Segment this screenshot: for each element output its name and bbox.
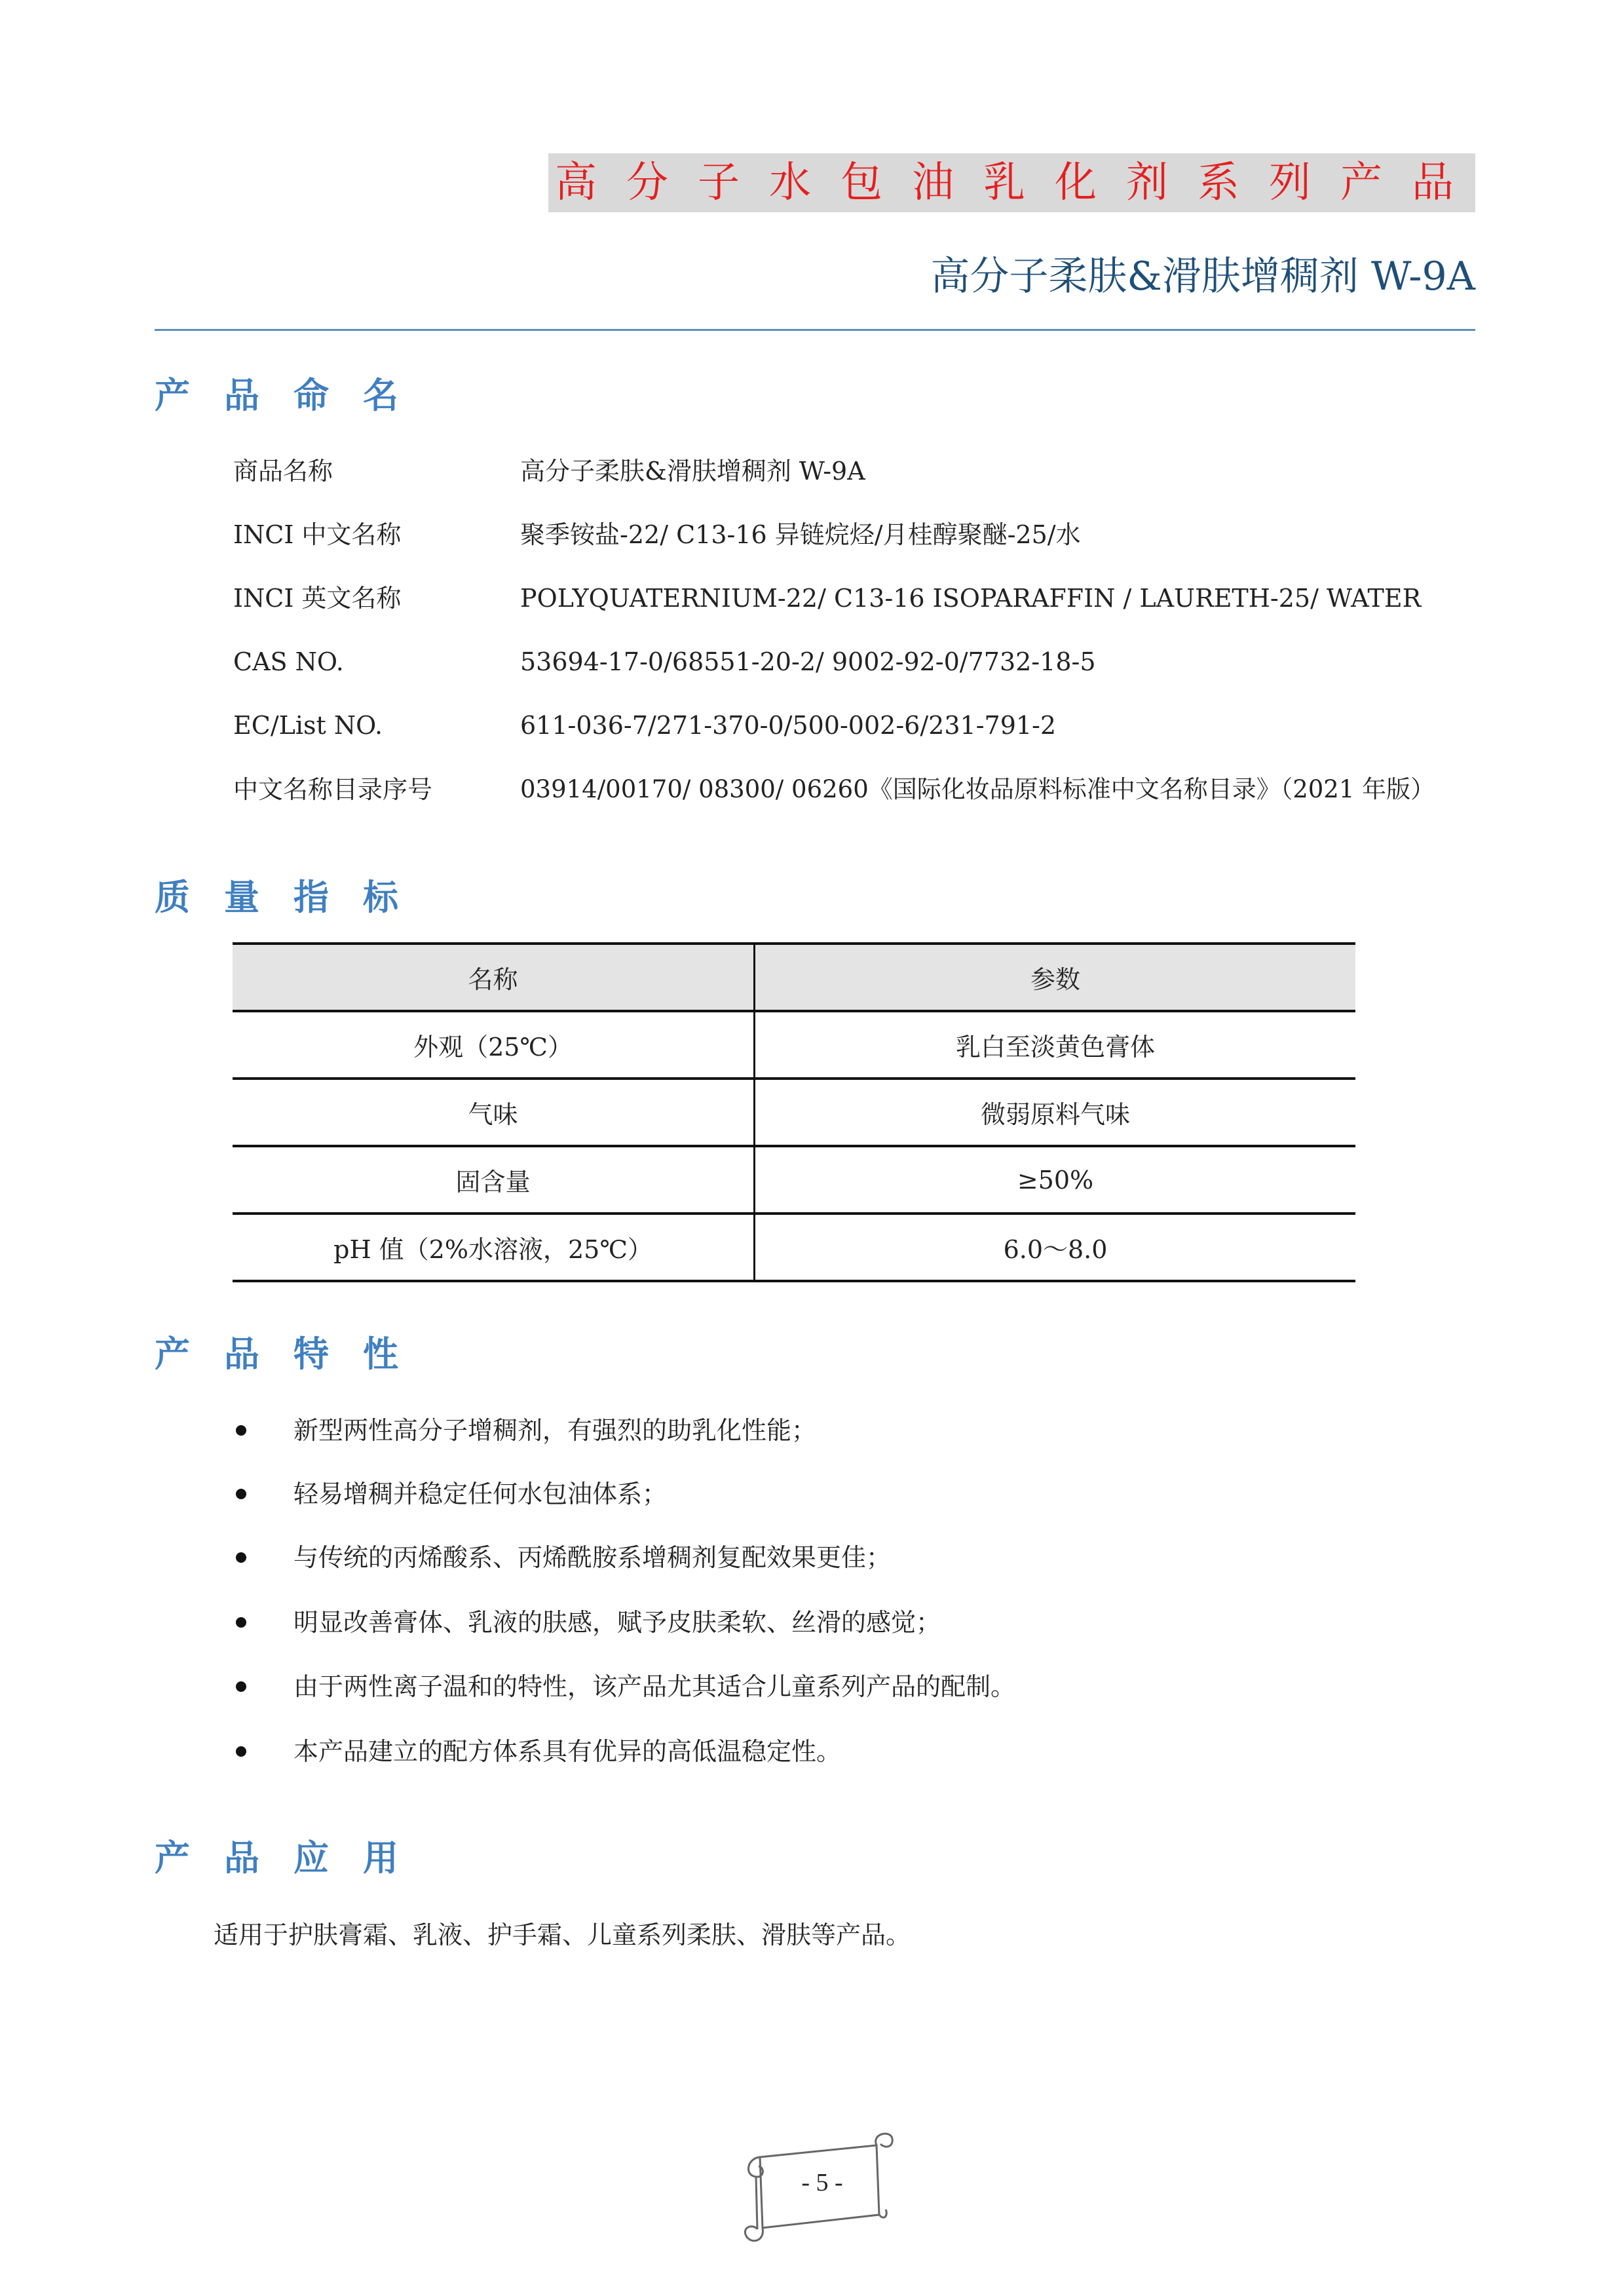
bullet-icon <box>236 1489 246 1499</box>
naming-label: INCI 中文名称 <box>233 520 402 549</box>
spec-param-cell: 微弱原料气味 <box>755 1079 1356 1146</box>
column-header-param: 参数 <box>755 944 1356 1011</box>
bullet-icon <box>236 1617 246 1628</box>
feature-text: 明显改善膏体、乳液的肤感，赋予皮肤柔软、丝滑的感觉； <box>293 1608 941 1637</box>
table-header-row <box>233 944 1355 1011</box>
feature-text: 新型两性高分子增稠剂，有强烈的助乳化性能； <box>293 1416 817 1445</box>
section-heading-application: 产品应用 <box>155 1837 432 1879</box>
product-title: 高分子柔肤&滑肤增稠剂 W-9A <box>930 254 1475 299</box>
feature-text: 轻易增稠并稳定任何水包油体系； <box>293 1480 668 1508</box>
feature-text: 与传统的丙烯酸系、丙烯酰胺系增稠剂复配效果更佳； <box>293 1543 892 1572</box>
naming-value: POLYQUATERNIUM-22/ C13-16 ISOPARAFFIN / LAURETH-25/ WATER <box>520 584 1422 613</box>
naming-value: 高分子柔肤&滑肤增稠剂 W-9A <box>520 457 865 486</box>
table-row <box>233 1011 1355 1079</box>
spec-param-cell: 乳白至淡黄色膏体 <box>755 1011 1356 1079</box>
application-text: 适用于护肤膏霜、乳液、护手霜、儿童系列柔肤、滑肤等产品。 <box>214 1921 911 1949</box>
naming-label: 商品名称 <box>233 457 333 486</box>
section-heading-quality: 质量指标 <box>155 877 432 918</box>
series-banner-text: 高分子水包油乳化剂系列产品 <box>555 159 1483 207</box>
bullet-icon <box>236 1425 246 1436</box>
naming-value: 53694-17-0/68551-20-2/ 9002-92-0/7732-18-5 <box>520 647 1096 676</box>
spec-name-cell: 固含量 <box>233 1146 755 1214</box>
feature-text: 由于两性离子温和的特性，该产品尤其适合儿童系列产品的配制。 <box>293 1672 1016 1701</box>
naming-label: 中文名称目录序号 <box>233 775 433 804</box>
column-header-name: 名称 <box>233 944 755 1011</box>
naming-label: EC/List NO. <box>233 711 383 740</box>
table-row <box>233 1214 1355 1281</box>
series-banner <box>548 153 1483 212</box>
naming-label: CAS NO. <box>233 647 344 676</box>
naming-label: INCI 英文名称 <box>233 584 402 613</box>
bullet-icon <box>236 1681 246 1692</box>
section-heading-naming: 产品命名 <box>155 375 432 416</box>
table-row <box>233 1079 1355 1146</box>
quality-spec-table <box>233 942 1355 1282</box>
feature-text: 本产品建立的配方体系具有优异的高低温稳定性。 <box>293 1737 842 1766</box>
spec-name-cell: 外观（25℃） <box>233 1011 755 1079</box>
spec-param-cell: 6.0～8.0 <box>755 1214 1356 1281</box>
bullet-icon <box>236 1746 246 1757</box>
page-number: - 5 - <box>801 2169 843 2196</box>
naming-value: 611-036-7/271-370-0/500-002-6/231-791-2 <box>520 711 1057 740</box>
section-heading-features: 产品特性 <box>155 1333 432 1375</box>
header-divider <box>155 329 1475 331</box>
spec-param-cell: ≥50% <box>755 1146 1356 1214</box>
naming-value: 03914/00170/ 08300/ 06260《国际化妆品原料标准中文名称目录》（2021 年版） <box>520 775 1435 803</box>
naming-value: 聚季铵盐-22/ C13-16 异链烷烃/月桂醇聚醚-25/水 <box>520 520 1081 549</box>
bullet-icon <box>236 1552 246 1563</box>
table-row <box>233 1146 1355 1214</box>
spec-name-cell: 气味 <box>233 1079 755 1146</box>
spec-name-cell: pH 值（2%水溶液，25℃） <box>233 1214 755 1281</box>
